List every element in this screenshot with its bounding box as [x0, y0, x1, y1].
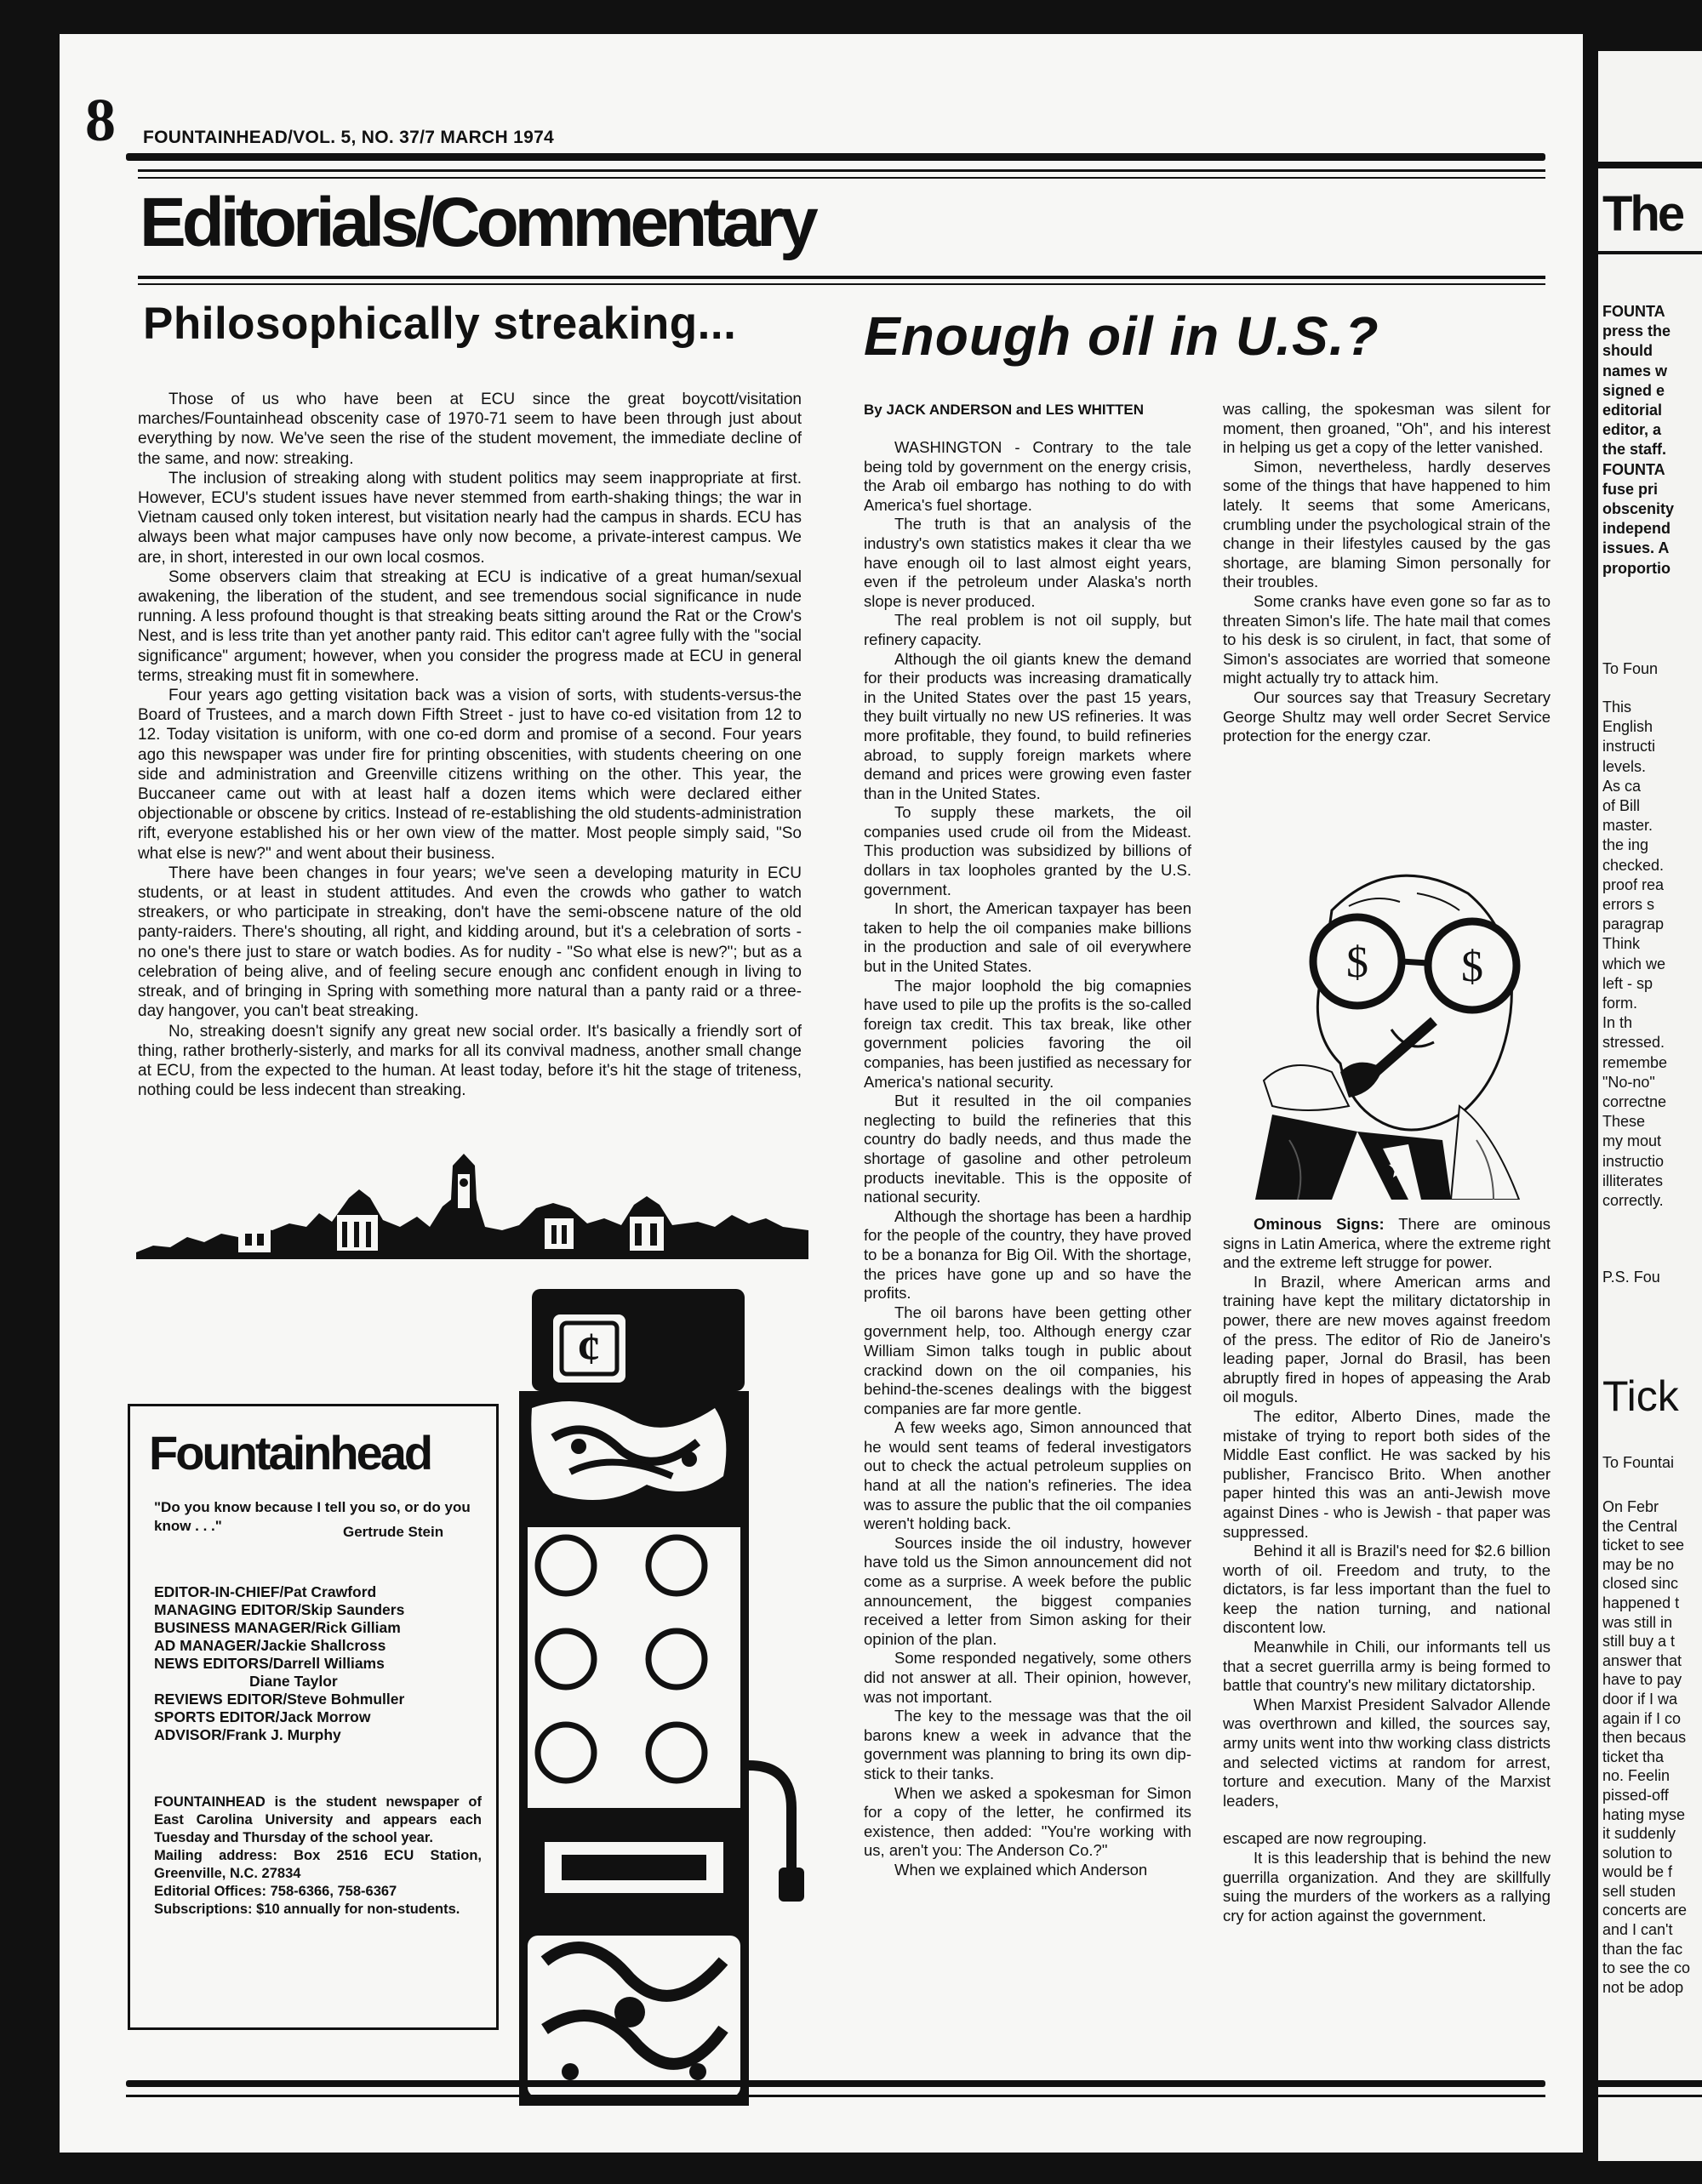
column-paragraph: It is this leadership that is behind the new guerrilla organization. And they are skillfully suing the murders of the workers as a rallying cry for action against the government.	[1223, 1849, 1551, 1925]
text-fragment: to see the co	[1602, 1959, 1691, 1977]
text-fragment: In th	[1602, 1014, 1633, 1032]
header-rule-thick	[126, 153, 1545, 161]
column-paragraph: To supply these markets, the oil companies used crude oil from the Mideast. This production was subsidized by billions of dollars in tax loopholes granted by the U.S. government.	[864, 803, 1191, 898]
folio-line: FOUNTAINHEAD/VOL. 5, NO. 37/7 MARCH 1974	[143, 128, 555, 147]
column-paragraph: Some responded negatively, some others did not answer at all. Their opinion, however, was not important.	[864, 1649, 1191, 1706]
column-paragraph	[1223, 1215, 1551, 1273]
column-paragraph: WASHINGTON - Contrary to the tale being told by government on the energy crisis, the Arab oil embargo has nothing to do with America's fuel shortage.	[864, 438, 1191, 514]
text-fragment: correctne	[1602, 1093, 1667, 1111]
section-title: Editorials/Commentary	[140, 184, 814, 261]
adjacent-headline: Tick	[1602, 1372, 1679, 1420]
staff-item: NEWS EDITORS/Darrell Williams	[154, 1655, 385, 1672]
letter-salutation: To Fountai	[1602, 1454, 1675, 1471]
text-fragment: hating myse	[1602, 1805, 1686, 1823]
text-fragment: issues. A	[1602, 539, 1670, 557]
letter-salutation: To Foun	[1602, 660, 1659, 677]
text-fragment: than the fac	[1602, 1940, 1683, 1958]
text-fragment: still buy a t	[1602, 1633, 1676, 1651]
column-paragraph: But it resulted in the oil companies neglecting to build the refineries that this country do badly needs, and thus made the shortage of gasoline and other petroleum products inevitable. This is the opposite of national security.	[864, 1092, 1191, 1206]
text-fragment: "No-no"	[1602, 1073, 1655, 1091]
column-paragraph: Behind it all is Brazil's need for $2.6 billion worth of oil. Freedom and truty, to the dictators, is far less important than the fuel to keep the nation turning, and national discontent low.	[1223, 1542, 1551, 1637]
text-fragment: press the	[1602, 322, 1671, 340]
text-fragment: no. Feelin	[1602, 1767, 1671, 1785]
column-paragraph: When Marxist President Salvador Allende was overthrown and killed, the sources say, army units went into thw working class districts and selected victims at random for arrest, torture and execution. Many of the Marxist leaders,	[1223, 1695, 1551, 1810]
text-fragment: left - sp	[1602, 974, 1653, 992]
footer-rule-thick	[126, 2080, 1545, 2087]
text-fragment: door if I wa	[1602, 1690, 1678, 1708]
text-fragment: checked.	[1602, 856, 1665, 874]
column-paragraph: Sources inside the oil industry, however have told us the Simon announcement did not come as a surprise. A week before the public announcement, the biggest companies received a letter from Simon asking for their opinion of the plan.	[864, 1533, 1191, 1648]
text-fragment: levels.	[1602, 757, 1647, 775]
column-paragraph: The key to the message was that the oil barons knew a week in advance that the government was planning to bring its own dip-stick to their tanks.	[864, 1707, 1191, 1782]
column-body-2-bottom	[1223, 1215, 1551, 1925]
masthead-quote-author: Gertrude Stein	[343, 1524, 444, 1540]
editorial-paragraph: Four years ago getting visitation back was a vision of sorts, with students-versus-the Board of Trustees, and a march down Fifth Street - just to have co-ed visitation from 12 to 12. Today visitation is uniform, with one co-ed dorm and promise of a second. Four years ago this newspaper was under fire for printing obscenities, with students cheering on one side and administration and Greenville citizens writhing on the other. This year, the Buccaneer came out with at least half a dozen items which were declared either objectionable or obscene by critics. Instead of re-establishing the old students-administration rift, everyone established his or her own view of the matter. Most people simply said, "So what else is new?" and went about their business.	[138, 687, 802, 863]
text-fragment: solution to	[1602, 1844, 1673, 1862]
staff-item: ADVISOR/Frank J. Murphy	[154, 1726, 341, 1743]
text-fragment: then becaus	[1602, 1729, 1687, 1747]
text-fragment: not be adop	[1602, 1978, 1684, 1996]
header-rule-2	[138, 177, 1545, 179]
letter-fragments	[1602, 698, 1667, 1211]
adjacent-page	[1598, 51, 1702, 2161]
mailing-address: Mailing address: Box 2516 ECU Station, Greenville, N.C. 27834	[154, 1848, 482, 1881]
text-fragment: the ing	[1602, 836, 1649, 854]
text-fragment: As ca	[1602, 777, 1642, 795]
cent-symbol: ¢	[577, 1323, 601, 1374]
masthead-title: Fountainhead	[149, 1426, 431, 1480]
column-paragraph: In Brazil, where American arms and training have kept the military dictatorship in power, there are new moves against freedom of the press. The editor of Rio de Janeiro's leading paper, Jornal do Brasil, has been abruptly fired in hopes of appeasing the Arab oil moguls.	[1223, 1272, 1551, 1406]
text-fragment: answer that	[1602, 1651, 1682, 1669]
staff-item: REVIEWS EDITOR/Steve Bohmuller	[154, 1691, 405, 1708]
column-paragraph: The truth is that an analysis of the industry's own statistics makes it clear tha we have enough oil to last almost eight years, even if the petroleum under Alaska's north slope is never produced.	[864, 515, 1191, 610]
column-paragraph: Our sources say that Treasury Secretary George Shultz may well order Secret Service protection for the energy czar.	[1223, 687, 1551, 745]
dollar-icon: $	[1461, 943, 1483, 991]
editorial-paragraph: No, streaking doesn't signify any great new social order. It's basically a friendly sort of thing, rather brotherly-sisterly, and marks for all its convival madness, another small change at ECU, from the expected to the human. At least today, before it's hit the stage of triteness, nothing could be less indecent than streaking.	[138, 1022, 802, 1100]
text-fragment: instructi	[1602, 738, 1656, 756]
text-fragment: master.	[1602, 817, 1653, 835]
text-fragment: ticket tha	[1602, 1748, 1665, 1765]
section-rule-1	[138, 276, 1545, 279]
text-fragment: correctly.	[1602, 1192, 1664, 1210]
text-fragment: On Febr	[1602, 1498, 1659, 1515]
text-fragment: illiterates	[1602, 1172, 1664, 1189]
text-fragment: ticket to see	[1602, 1537, 1685, 1554]
adjacent-rule	[1598, 2080, 1702, 2087]
text-fragment: should	[1602, 342, 1653, 360]
text-fragment: errors s	[1602, 896, 1655, 914]
adjacent-rule	[1598, 162, 1702, 168]
editorial-paragraph: Some observers claim that streaking at ECU is indicative of a great human/sexual awakening, the liberation of the student, and see tremendous social significance in nude running. A less profound thought is that streaking beats sitting around the Rat or the Crow's Nest, and is less trite than yet another panty raid. This editor can't agree fully with the "social significance" argument; however, when you consider the progress made at ECU in general terms, streaking must fit in somewhere.	[138, 567, 802, 685]
editorial-offices: Editorial Offices: 758-6366, 758-6367	[154, 1884, 397, 1899]
text-fragment: FOUNTA	[1602, 460, 1665, 478]
text-fragment: stressed.	[1602, 1034, 1665, 1052]
footer-rule	[126, 2095, 1545, 2097]
staff-list	[154, 1583, 404, 1744]
adjacent-header: The	[1602, 186, 1683, 242]
text-fragment: This	[1602, 699, 1632, 716]
editorial-paragraph: Those of us who have been at ECU since the great boycott/visitation marches/Fountainhead obscenity case of 1970-71 seem to have been through just about everything by now. We've seen the rise of the student movement, the immediate decline of the same, and now: streaking.	[138, 391, 802, 468]
text-fragment: Think	[1602, 935, 1641, 953]
staff-item: EDITOR-IN-CHIEF/Pat Crawford	[154, 1583, 377, 1600]
staff-item: MANAGING EDITOR/Skip Saunders	[154, 1601, 405, 1618]
text-fragment: instructio	[1602, 1152, 1665, 1170]
text-fragment: FOUNTA	[1602, 303, 1665, 320]
text-fragment: proportio	[1602, 559, 1671, 577]
text-fragment: independ	[1602, 520, 1671, 538]
masthead-about	[154, 1793, 482, 1919]
column-paragraph: The oil barons have been getting other government help, too. Although energy czar William Simon talks tough in public about crackind down on the oil companies, his behind-the-scenes dealings with the biggest companies are far more gentle.	[864, 1303, 1191, 1417]
text-fragment: proof rea	[1602, 875, 1665, 893]
column-paragraph: Meanwhile in Chili, our informants tell us that a secret guerrilla army is being formed to battle that country's new military dictatorship.	[1223, 1638, 1551, 1695]
column-paragraph: was calling, the spokesman was silent for moment, then groaned, "Oh", and his interest in helping us get a copy of the letter vanished.	[1223, 400, 1551, 457]
text-fragment: happened t	[1602, 1594, 1680, 1611]
text-fragment: concerts are	[1602, 1902, 1688, 1919]
text-fragment: the staff.	[1602, 441, 1667, 459]
header-rule-1	[138, 169, 1545, 172]
page-number: 8	[85, 86, 116, 154]
text-fragment: closed sinc	[1602, 1575, 1679, 1593]
editorial-paragraph: There have been changes in four years; we've seen a developing maturity in ECU students, or at least in student attitudes. And even the crowds who gather to watch streakers, or who participate in streaking, don't have the semi-obscene nature of the old panty-raiders. There's shouting, all right, and kidding around, but it's a celebration of sorts - no one's there just to stare or watch bodies. As for nudity - "So what else is new?"; but as a celebration of being alive, and of feeling secure enough anc confident enough in living to streak, and of bringing in Spring with something more natural than a panty raid or a three-day hangover, you can't beat streaking.	[138, 864, 802, 1021]
text-fragment: sell studen	[1602, 1882, 1676, 1900]
text-fragment: was still in	[1602, 1613, 1673, 1631]
policy-fragments	[1602, 302, 1674, 579]
column-paragraph: The major loophold the big comapnies have used to pile up the profits is the so-called foreign tax credit. This tax break, like other government policies favoring the oil companies, has been justified as necessary for America's national security.	[864, 976, 1191, 1091]
text-fragment: my mout	[1602, 1132, 1662, 1150]
text-fragment: remembe	[1602, 1053, 1668, 1071]
column-paragraph-text: There are ominous signs in Latin America, where the extreme right and the extreme left strugge for power.	[1223, 1215, 1551, 1272]
column-paragraph: A few weeks ago, Simon announced that he would sent teams of federal investigators out to check the actual petroleum supplies on hand at all the nation's refineries. The idea was to assure the public that the oil companies weren't holding back.	[864, 1418, 1191, 1533]
staff-item: SPORTS EDITOR/Jack Morrow	[154, 1708, 371, 1725]
column-paragraph: In short, the American taxpayer has been taken to help the oil companies make billions in the production and sale of oil everywhere but in the United States.	[864, 899, 1191, 976]
cash-machine-illustration	[519, 1280, 825, 2118]
column-body-1	[864, 438, 1191, 1880]
masthead-quote: "Do you know because I tell you so, or do you know . . ."	[154, 1499, 471, 1534]
text-fragment: obscenity	[1602, 500, 1675, 518]
text-fragment: signed e	[1602, 381, 1665, 399]
column-paragraph: The real problem is not oil supply, but refinery capacity.	[864, 611, 1191, 648]
text-fragment: again if I co	[1602, 1709, 1682, 1727]
column-paragraph: When we asked a spokesman for Simon for a copy of the letter, he confirmed its existence, then added: "You're working with us, aren't you: The Anderson Co.?"	[864, 1783, 1191, 1860]
text-fragment: editorial	[1602, 402, 1663, 419]
text-fragment: would be f	[1602, 1863, 1673, 1881]
text-fragment: and I can't	[1602, 1921, 1673, 1939]
text-fragment: English	[1602, 718, 1653, 736]
editorial-headline: Philosophically streaking...	[143, 299, 737, 349]
text-fragment: pissed-off	[1602, 1786, 1669, 1804]
text-fragment: paragrap	[1602, 915, 1665, 933]
text-fragment: may be no	[1602, 1555, 1675, 1573]
text-fragment: form.	[1602, 995, 1638, 1012]
text-fragment: These	[1602, 1113, 1646, 1131]
text-fragment: have to pay	[1602, 1671, 1682, 1689]
subscriptions: Subscriptions: $10 annually for non-students.	[154, 1902, 460, 1917]
column-byline: By JACK ANDERSON and LES WHITTEN	[864, 402, 1145, 418]
staff-item: BUSINESS MANAGER/Rick Gilliam	[154, 1619, 401, 1636]
letter2-fragments	[1602, 1497, 1690, 1997]
dollar-icon: $	[1346, 938, 1368, 987]
column-paragraph: When we explained which Anderson	[894, 1860, 1148, 1879]
ominous-signs-lead: Ominous Signs:	[1254, 1215, 1385, 1233]
text-fragment: it suddenly	[1602, 1825, 1676, 1843]
text-fragment: the Central	[1602, 1517, 1678, 1535]
text-fragment: names w	[1602, 362, 1668, 379]
column-paragraph: Some cranks have even gone so far as to threaten Simon's life. The hate mail that comes to his desk is so cirulent, in fact, that some of Simon's associates are worried that someone might actually try to attack him.	[1223, 591, 1551, 687]
column-headline: Enough oil in U.S.?	[864, 305, 1379, 367]
column-body-2-top	[1223, 400, 1551, 746]
column-paragraph: Simon, nevertheless, hardly deserves some of the things that have happened to him lately. It seems that some Americans, crumbling under the psychological strain of the change in their lifestyles caused by the gas shortage, are blaming Simon personally for their troubles.	[1223, 457, 1551, 591]
campus-skyline-illustration	[136, 1149, 808, 1259]
text-fragment: of Bill	[1602, 797, 1641, 815]
staff-item: AD MANAGER/Jackie Shallcross	[154, 1637, 386, 1654]
column-paragraph: The editor, Alberto Dines, made the mistake of trying to report both sides of the Middle East conflict. He was sacked by his publisher, Francisco Brito. When another paper hinted this was an anti-Jewish move against Dines - who is Jewish - that paper was suppressed.	[1223, 1406, 1551, 1541]
column-paragraph: Although the shortage has been a hardhip for the people of the country, they have proved to be a bonanza for Big Oil. With the shortage, the prices have gone up and so have the profits.	[864, 1206, 1191, 1303]
staff-item: Diane Taylor	[249, 1673, 338, 1690]
editorial-body	[138, 390, 802, 1100]
column-paragraph: escaped are now regrouping.	[1223, 1829, 1427, 1848]
editorial-paragraph: The inclusion of streaking along with student politics may seem inappropriate at first. However, ECU's student issues have never stemmed from earth-shaking things; the war in Vietnam caused only token interest, but visitation nearly had the campus in shards. ECU has always been what major campuses have only now become, a private-interest campus. We are, in short, interested in our own local cosmos.	[138, 469, 802, 567]
section-rule-2	[138, 283, 1545, 285]
masthead-box	[128, 1404, 499, 2030]
adjacent-rule	[1598, 251, 1702, 254]
oil-czar-caricature	[1238, 859, 1549, 1200]
text-fragment: editor, a	[1602, 421, 1662, 439]
text-fragment: fuse pri	[1602, 480, 1659, 498]
text-fragment: which we	[1602, 955, 1666, 972]
adjacent-rule	[1598, 2095, 1702, 2097]
about-text: FOUNTAINHEAD is the student newspaper of East Carolina University and appears each Tuesday and Thursday of the school year.	[154, 1794, 482, 1845]
letter-ps: P.S. Fou	[1602, 1269, 1660, 1286]
column-paragraph: Although the oil giants knew the demand for their products was increasing dramatically in the United States over the past 15 years, they built virtually no new US refineries. It was more profitable, they found, to build refineries abroad, to supply foreign markets where demand and prices were growing even faster than in the United States.	[864, 649, 1191, 802]
